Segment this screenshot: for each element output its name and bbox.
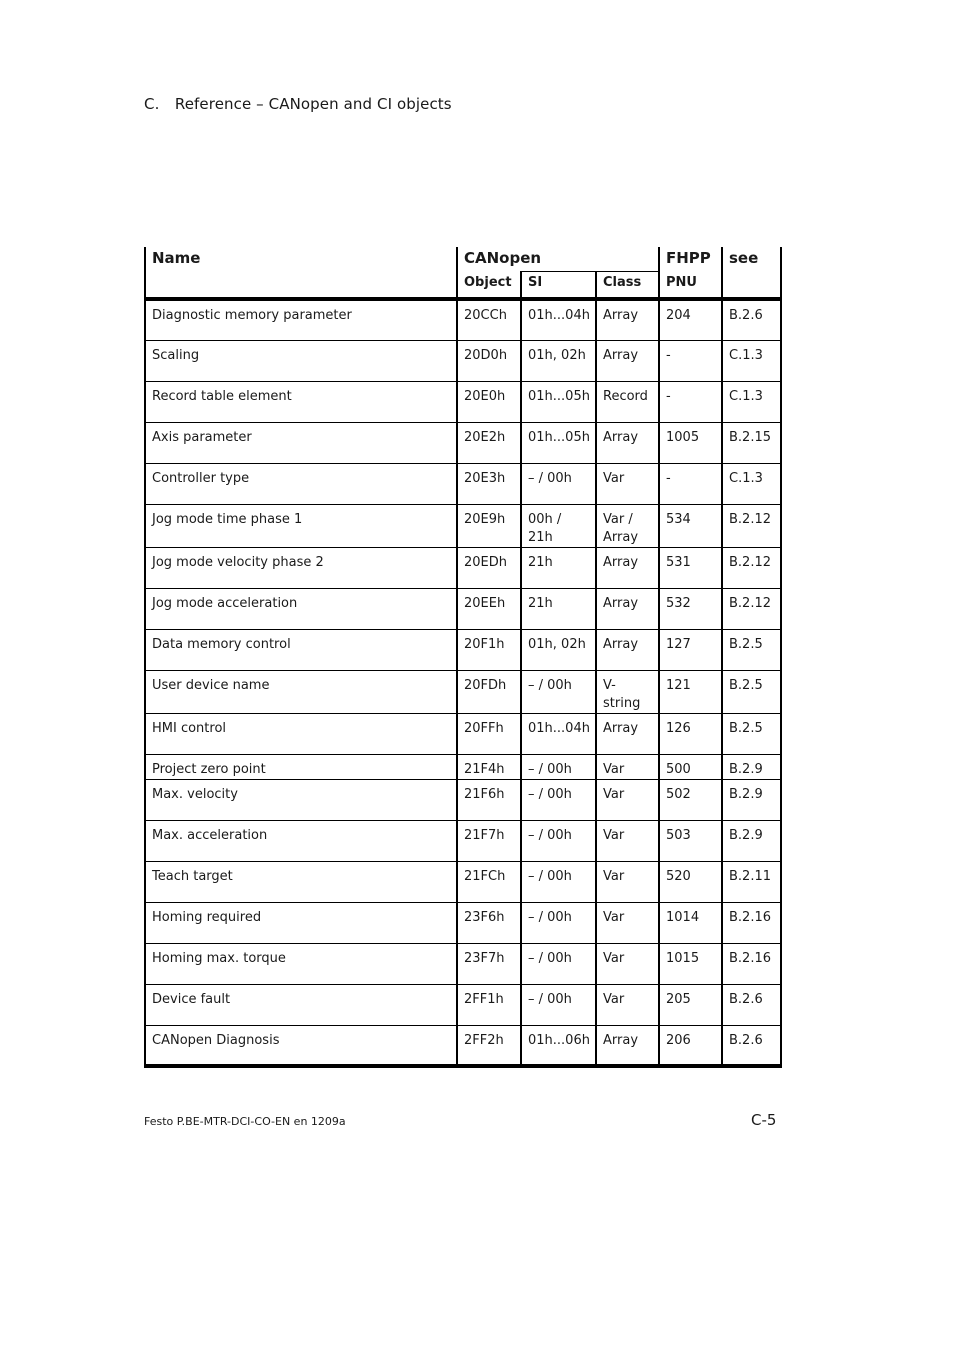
cell-name: HMI control — [145, 713, 457, 754]
cell-si: 01h...05h — [521, 381, 596, 422]
cell-si: 21h — [521, 547, 596, 588]
cell-object: 20F1h — [457, 629, 521, 670]
cell-name: Record table element — [145, 381, 457, 422]
table-body — [145, 299, 781, 1066]
header-see: see — [722, 247, 781, 299]
cell-pnu: 204 — [659, 299, 722, 340]
header-canopen: CANopen — [457, 247, 659, 272]
cell-see: B.2.6 — [722, 984, 781, 1025]
cell-si: – / 00h — [521, 754, 596, 779]
reference-table — [144, 247, 782, 1068]
cell-object: 20FDh — [457, 670, 521, 713]
cell-pnu: 206 — [659, 1025, 722, 1066]
cell-object: 21F4h — [457, 754, 521, 779]
cell-object: 20E2h — [457, 422, 521, 463]
cell-class: Var — [596, 820, 659, 861]
cell-name: Axis parameter — [145, 422, 457, 463]
cell-see: B.2.9 — [722, 779, 781, 820]
cell-see: C.1.3 — [722, 381, 781, 422]
cell-object: 20EEh — [457, 588, 521, 629]
cell-si: – / 00h — [521, 670, 596, 713]
cell-si: – / 00h — [521, 902, 596, 943]
chapter-number: C. — [144, 95, 160, 113]
cell-name: Homing max. torque — [145, 943, 457, 984]
cell-class: Array — [596, 299, 659, 340]
cell-see: C.1.3 — [722, 340, 781, 381]
cell-see: B.2.6 — [722, 299, 781, 340]
cell-pnu: 1014 — [659, 902, 722, 943]
cell-see: B.2.16 — [722, 943, 781, 984]
cell-pnu: - — [659, 381, 722, 422]
cell-class: V-string — [596, 670, 659, 713]
table-row — [145, 820, 781, 861]
table-row — [145, 504, 781, 547]
cell-class: Var — [596, 463, 659, 504]
cell-object: 20FFh — [457, 713, 521, 754]
cell-see: B.2.9 — [722, 754, 781, 779]
cell-see: C.1.3 — [722, 463, 781, 504]
cell-si: – / 00h — [521, 820, 596, 861]
cell-object: 20E9h — [457, 504, 521, 547]
cell-pnu: 503 — [659, 820, 722, 861]
cell-pnu: 534 — [659, 504, 722, 547]
cell-si: 01h, 02h — [521, 629, 596, 670]
cell-class: Var — [596, 754, 659, 779]
cell-pnu: 1015 — [659, 943, 722, 984]
cell-object: 21F7h — [457, 820, 521, 861]
cell-name: Controller type — [145, 463, 457, 504]
table-row — [145, 984, 781, 1025]
cell-pnu: 127 — [659, 629, 722, 670]
table-row — [145, 1025, 781, 1066]
cell-pnu: 205 — [659, 984, 722, 1025]
cell-object: 20CCh — [457, 299, 521, 340]
cell-name: Max. velocity — [145, 779, 457, 820]
table-row — [145, 340, 781, 381]
cell-name: Teach target — [145, 861, 457, 902]
footer-doc-id: Festo P.BE-MTR-DCI-CO-EN en 1209a — [144, 1115, 346, 1128]
cell-see: B.2.12 — [722, 547, 781, 588]
chapter-title: Reference – CANopen and CI objects — [174, 95, 452, 113]
cell-see: B.2.12 — [722, 588, 781, 629]
header-pnu: PNU — [659, 272, 722, 300]
cell-pnu: - — [659, 340, 722, 381]
cell-si: – / 00h — [521, 984, 596, 1025]
cell-see: B.2.5 — [722, 670, 781, 713]
header-name: Name — [145, 247, 457, 299]
cell-name: Jog mode time phase 1 — [145, 504, 457, 547]
header-class: Class — [596, 272, 659, 300]
table-row — [145, 713, 781, 754]
cell-si: 01h...06h — [521, 1025, 596, 1066]
cell-pnu: 500 — [659, 754, 722, 779]
cell-pnu: 520 — [659, 861, 722, 902]
cell-class: Array — [596, 422, 659, 463]
cell-si: 01h, 02h — [521, 340, 596, 381]
table-row — [145, 299, 781, 340]
cell-pnu: 1005 — [659, 422, 722, 463]
cell-name: Jog mode velocity phase 2 — [145, 547, 457, 588]
cell-name: Diagnostic memory parameter — [145, 299, 457, 340]
table-row — [145, 588, 781, 629]
cell-object: 21F6h — [457, 779, 521, 820]
cell-object: 23F7h — [457, 943, 521, 984]
cell-class: Array — [596, 340, 659, 381]
cell-class: Var — [596, 861, 659, 902]
cell-see: B.2.15 — [722, 422, 781, 463]
cell-see: B.2.16 — [722, 902, 781, 943]
cell-si: – / 00h — [521, 943, 596, 984]
cell-name: Device fault — [145, 984, 457, 1025]
table-row — [145, 422, 781, 463]
cell-object: 21FCh — [457, 861, 521, 902]
cell-name: Data memory control — [145, 629, 457, 670]
cell-class: Array — [596, 713, 659, 754]
cell-class: Var — [596, 943, 659, 984]
header-fhpp: FHPP — [659, 247, 722, 272]
cell-pnu: 502 — [659, 779, 722, 820]
cell-object: 20E0h — [457, 381, 521, 422]
cell-class: Array — [596, 588, 659, 629]
cell-class: Var — [596, 984, 659, 1025]
table-row — [145, 629, 781, 670]
cell-name: CANopen Diagnosis — [145, 1025, 457, 1066]
cell-object: 2FF2h — [457, 1025, 521, 1066]
cell-see: B.2.11 — [722, 861, 781, 902]
cell-object: 20D0h — [457, 340, 521, 381]
table-row — [145, 381, 781, 422]
table-row — [145, 861, 781, 902]
page-number: C-5 — [751, 1111, 777, 1129]
cell-si: – / 00h — [521, 779, 596, 820]
cell-object: 2FF1h — [457, 984, 521, 1025]
cell-pnu: 531 — [659, 547, 722, 588]
cell-see: B.2.5 — [722, 629, 781, 670]
cell-see: B.2.5 — [722, 713, 781, 754]
table-row — [145, 754, 781, 779]
cell-name: Homing required — [145, 902, 457, 943]
cell-class: Array — [596, 547, 659, 588]
cell-name: Project zero point — [145, 754, 457, 779]
cell-si: 21h — [521, 588, 596, 629]
cell-si: 01h...04h — [521, 299, 596, 340]
table-row — [145, 463, 781, 504]
cell-class: Var — [596, 902, 659, 943]
cell-see: B.2.9 — [722, 820, 781, 861]
cell-class: Array — [596, 1025, 659, 1066]
cell-name: Jog mode acceleration — [145, 588, 457, 629]
cell-si: 00h / 21h — [521, 504, 596, 547]
header-si: SI — [521, 272, 596, 300]
cell-si: – / 00h — [521, 861, 596, 902]
page-heading — [144, 95, 452, 113]
cell-class: Var / Array — [596, 504, 659, 547]
table-row — [145, 902, 781, 943]
cell-object: 20EDh — [457, 547, 521, 588]
cell-name: Scaling — [145, 340, 457, 381]
cell-class: Var — [596, 779, 659, 820]
cell-object: 23F6h — [457, 902, 521, 943]
cell-object: 20E3h — [457, 463, 521, 504]
cell-si: 01h...04h — [521, 713, 596, 754]
cell-pnu: 532 — [659, 588, 722, 629]
table-row — [145, 547, 781, 588]
table-row — [145, 670, 781, 713]
cell-pnu: 126 — [659, 713, 722, 754]
table-row — [145, 943, 781, 984]
cell-si: 01h...05h — [521, 422, 596, 463]
cell-see: B.2.6 — [722, 1025, 781, 1066]
cell-class: Array — [596, 629, 659, 670]
header-object: Object — [457, 272, 521, 300]
cell-see: B.2.12 — [722, 504, 781, 547]
cell-name: Max. acceleration — [145, 820, 457, 861]
cell-name: User device name — [145, 670, 457, 713]
cell-si: – / 00h — [521, 463, 596, 504]
table-header-row — [145, 247, 781, 272]
cell-pnu: - — [659, 463, 722, 504]
cell-class: Record — [596, 381, 659, 422]
cell-pnu: 121 — [659, 670, 722, 713]
table-row — [145, 779, 781, 820]
